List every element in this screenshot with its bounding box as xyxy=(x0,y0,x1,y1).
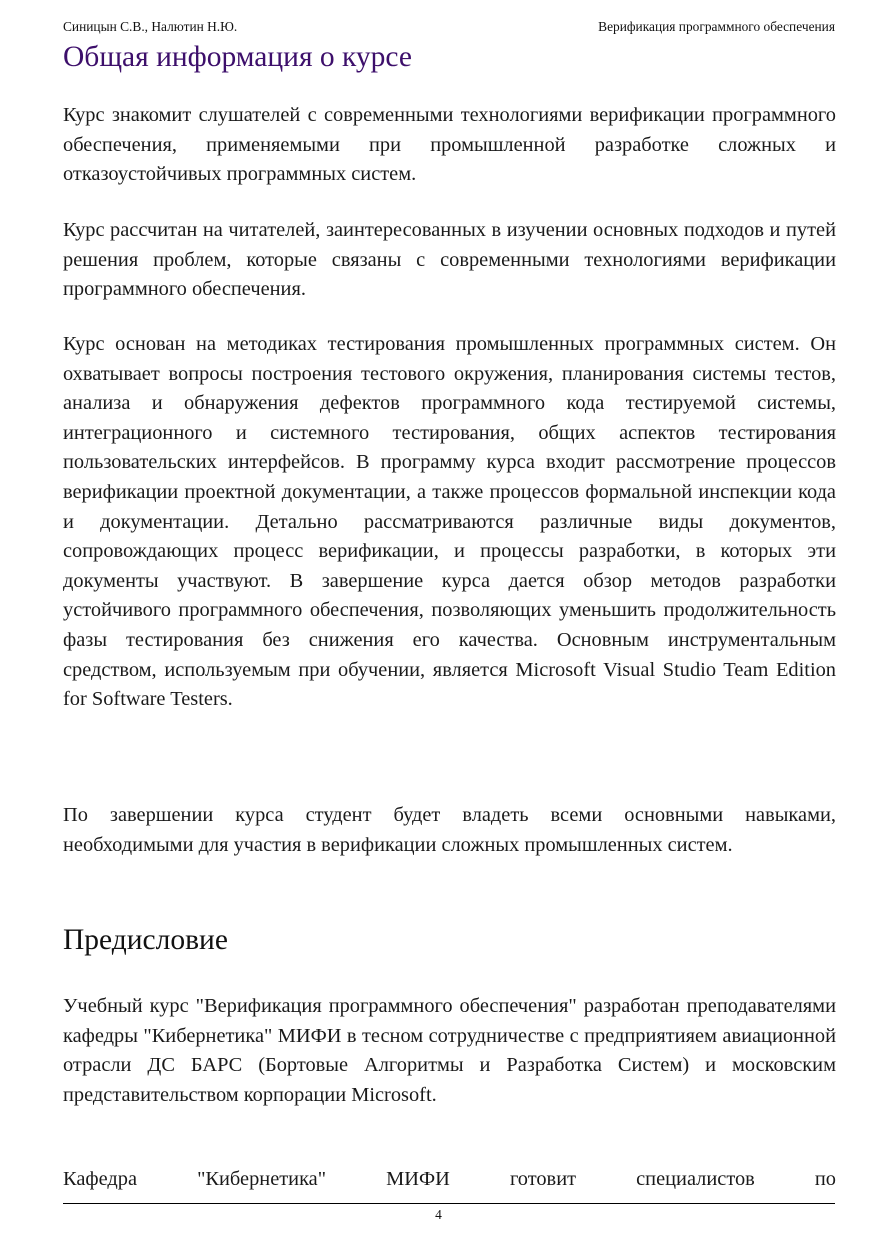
footer-divider xyxy=(63,1203,835,1204)
paragraph-course-outcome: По завершении курса студент будет владеть всеми основными навыками, необходимыми для участия в верификации сложных промышленных систем. xyxy=(63,804,836,856)
section-title-preface: Предисловие xyxy=(63,924,228,956)
paragraph-course-intro: Курс знакомит слушателей с современными технологиями верификации программного обеспечения, применяемыми при промышленной разработке сложных и отказоустойчивых программных систем. xyxy=(63,104,836,186)
header-course-title: Верификация программного обеспечения xyxy=(598,19,835,34)
paragraph-course-audience: Курс рассчитан на читателей, заинтересованных в изучении основных подходов и путей решения проблем, которые связаны с современными технологиями верификации программного обеспечения. xyxy=(63,219,836,301)
page-number: 4 xyxy=(435,1207,442,1222)
paragraph-course-content: Курс основан на методиках тестирования промышленных программных систем. Он охватывает вопросы построения тестового окружения, планирования системы тестов, анализа и обнаружения дефектов программного кода тестируемой системы, интеграционного и системного тестирования, общих аспектов тестирования пользовательских интерфейсов. В программу курса входит рассмотрение процессов верификации проектной документации, а также процессов формальной инспекции кода и документации. Детально рассматриваются различные виды документов, сопровождающих процесс верификации, и процессы разработки, в которых эти документы участвуют. В завершение курса дается обзор методов разработки устойчивого программного обеспечения, позволяющих уменьшить продолжительность фазы тестирования без снижения его качества. Основным инструментальным средством, используемым при обучении, является Microsoft Visual Studio Team Edition for Software Testers. xyxy=(63,333,836,711)
section-title-course-info: Общая информация о курсе xyxy=(63,41,412,73)
running-header xyxy=(63,18,835,36)
header-authors: Синицын С.В., Налютин Н.Ю. xyxy=(63,19,238,34)
paragraph-preface-authors: Учебный курс "Верификация программного обеспечения" разработан преподавателями кафедры "Кибернетика" МИФИ в тесном сотрудничестве с предприятияем авиационной отрасли ДС БАРС (Бортовые Алгоритмы и Разработка Систем) и московским представительством корпорации Microsoft. xyxy=(63,995,836,1106)
paragraph-preface-department: Кафедра "Кибернетика" МИФИ готовит специалистов по xyxy=(63,1168,836,1190)
